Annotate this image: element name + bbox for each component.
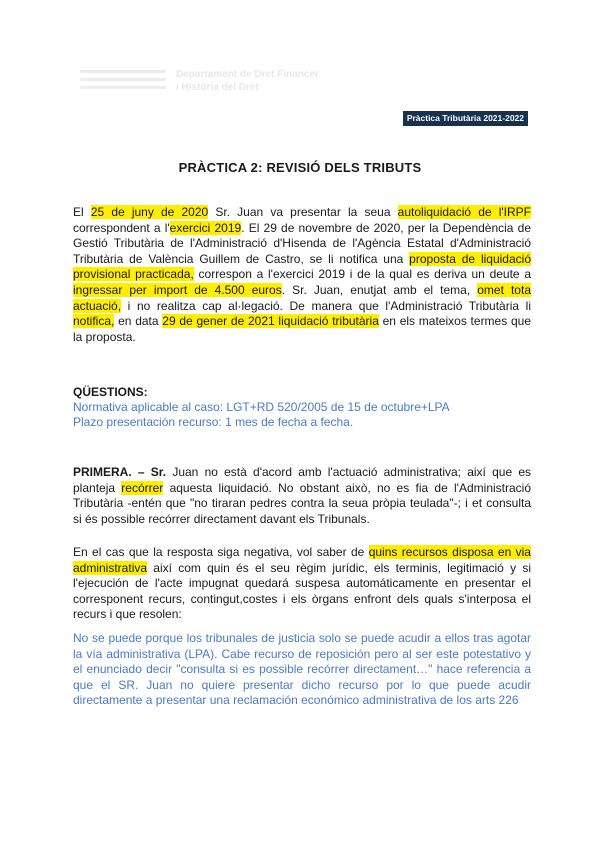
department-line-1: Departament de Dret Financer xyxy=(176,69,319,80)
text-run: correspondent a l' xyxy=(73,220,170,235)
follow-up-paragraph xyxy=(73,545,531,623)
text-run: . El 29 de novembre de 2020, per la Dependència de Gestió Tributària de l'Administració d'Hisenda de l'Agència Estatal d'Administració Tributària de València Guillem de Castro, se li notifica una xyxy=(73,220,531,266)
highlighted-term: proposta de liquidació provisional practicada, xyxy=(73,251,531,282)
highlighted-term: autoliquidació de l'IRPF xyxy=(397,205,531,219)
logo-mark-icon xyxy=(80,70,166,94)
highlighted-amount: ingressar per import de 4.500 euros xyxy=(73,282,282,297)
highlighted-term: exercici 2019 xyxy=(169,220,242,235)
department-line-2: i Història del Dret xyxy=(176,82,259,93)
text-run: en els mateixos termes que la proposta. xyxy=(73,314,531,344)
department-name xyxy=(176,68,319,94)
deadline-note: Plazo presentación recurso: 1 mes de fecha a fecha. xyxy=(73,415,354,429)
text-run: El xyxy=(73,205,91,219)
highlighted-date: 25 de juny de 2020 xyxy=(90,205,209,219)
text-run: aquesta liquidació. No obstant això, no es fia de l'Administració Tributària -entén que "no tiraran pedres contra la seua pròpia teulada"-; i et consulta si és possible recórrer directament davant els Tribunals. xyxy=(73,480,532,526)
text-run: així com quin és el seu règim jurídic, els terminis, legitimació y si l'ejecución de l'acte impugnat quedará suspesa automáticamente en presentar el corresponent recurs, contingut,costes i els òrgans enfront dels quals s'interposa el recurs i que resolen: xyxy=(73,560,531,622)
highlighted-term: recórrer xyxy=(121,480,164,495)
text-run: en data xyxy=(114,314,163,329)
text-run: . Sr. Juan, enutjat amb el tema, xyxy=(281,282,478,297)
first-question-paragraph xyxy=(73,465,531,527)
university-logo xyxy=(80,68,340,96)
highlighted-term: quins recursos disposa en via administrativa xyxy=(73,545,531,575)
case-statement-paragraph xyxy=(73,205,531,345)
page-title: PRÀCTICA 2: REVISIÓ DELS TRIBUTS xyxy=(178,160,422,175)
applicable-law-note: Normativa aplicable al caso: LGT+RD 520/2005 de 15 de octubre+LPA xyxy=(73,400,450,414)
text-run: Juan no està d'acord amb l'actuació administrativa; així que es planteja xyxy=(73,465,532,495)
questions-heading: QÜESTIONS: xyxy=(73,385,148,399)
highlighted-term: notifica, xyxy=(73,314,115,329)
text-run: En el cas que la resposta siga negativa, vol saber de xyxy=(73,545,369,559)
course-badge: Pràctica Tributària 2021-2022 xyxy=(403,111,528,126)
text-run: i no realitza cap al·legació. De manera que l'Administració Tributària li xyxy=(121,298,531,313)
highlighted-term: omet tota actuació, xyxy=(73,282,531,313)
question-label: PRIMERA. – Sr. xyxy=(73,465,167,479)
text-run: correspon a l'exercici 2019 i de la qual es deriva un deute a xyxy=(193,267,532,282)
highlighted-date: 29 de gener de 2021 liquidació tributària xyxy=(162,314,379,329)
answer-paragraph: No se puede porque los tribunales de justicia solo se puede acudir a ellos tras agotar la vía administrativa (LPA). Cabe recurso de reposición pero al ser este potestativo y el enunciado decir "consulta si es possible recórrer directament…" hace referencia a que el SR. Juan no quiere presentar dicho recurso por lo que puede acudir directamente a presentar una reclamación económico administrativa de los arts 226 xyxy=(73,631,531,708)
text-run: Sr. Juan va presentar la seua xyxy=(208,205,398,219)
